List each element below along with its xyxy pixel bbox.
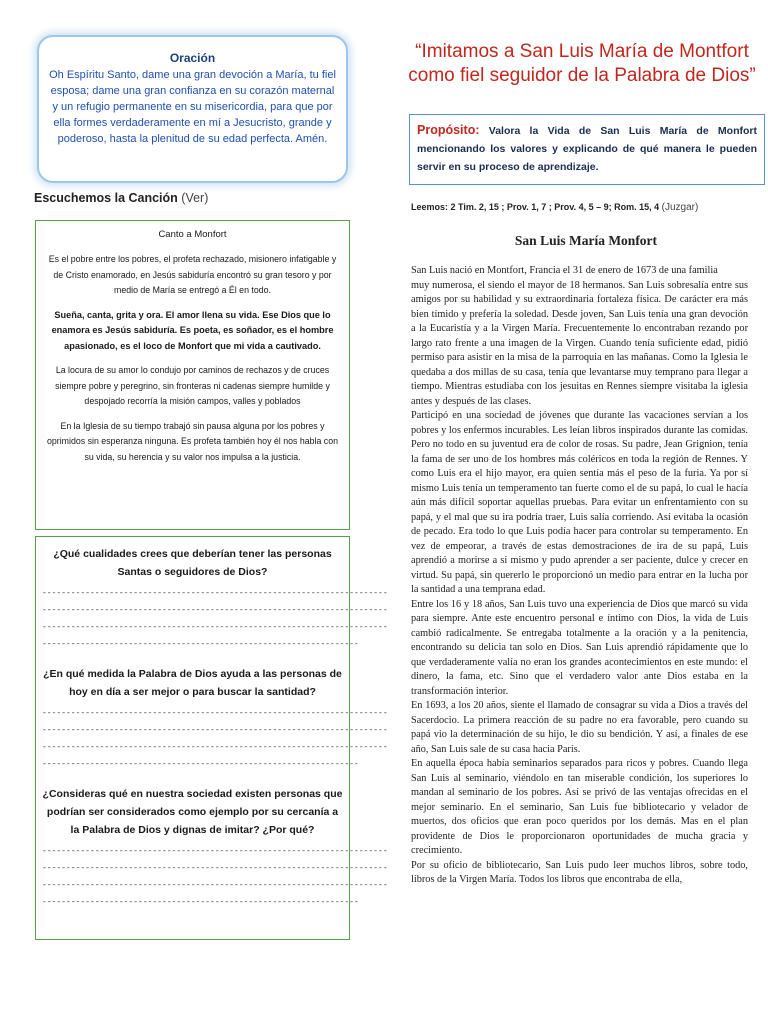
answer-line: ------------------------------------------------------------------------ bbox=[42, 623, 388, 632]
prayer-box bbox=[37, 35, 348, 183]
readings-text: Leemos: 2 Tim. 2, 15 ; Prov. 1, 7 ; Prov. 4, 5 – 9; Rom. 15, 4 bbox=[411, 202, 660, 212]
article-paragraph: En 1693, a los 20 años, siente el llamado de consagrar su vida a Dios a través del Sacerdocio. La primera reacción de su padre no era favorable, pero cuando su papá vio la determinación de su hijo, le dio su bendición. Y así, a finales de ese año, San Luis sale de su casa hacia París. bbox=[411, 700, 748, 755]
answer-line: ------------------------------------------------------------------------ bbox=[42, 743, 388, 752]
answer-line: ------------------------------------------------------------------ bbox=[42, 898, 359, 907]
page-title: “Imitamos a San Luis María de Montfort como fiel seguidor de la Palabra de Dios” bbox=[408, 41, 756, 86]
answer-lines-3[interactable] bbox=[42, 843, 388, 911]
song-box bbox=[35, 220, 350, 530]
song-verse: Es el pobre entre los pobres, el profeta rechazado, misionero infatigable y de Cristo enamorado, en Jesús sabiduría encontró su gran tesoro y por medio de María se entregó a Él en todo. bbox=[48, 254, 337, 295]
question-2: ¿En qué medida la Palabra de Dios ayuda a las personas de hoy en día a ser mejor o para buscar la santidad? bbox=[43, 668, 342, 698]
answer-lines-2[interactable] bbox=[42, 705, 388, 773]
song-chorus: Sueña, canta, grita y ora. El amor llena su vida. Ese Dios que lo enamora es Jesús sabiduría. Es poeta, es soñador, es el hombre apasionado, es el loco de Monfort que mi vida a cautivado. bbox=[51, 309, 334, 351]
article-paragraph: Participó en una sociedad de jóvenes que durante las vacaciones servían a los pobres y los enfermos incurables. Les leían libros inspirados durante las comidas. Pero no todo en su juventud era de color de rosas. Su padre, Jean Grignion, tenía la fama de ser uno de los hombres más coléricos en toda la región de Rennes. Y como Luis era el hijo mayor, era quien sentía más el peso de la furia. Ya por sí mismo Luis tenía un temperamento tan fuerte como el de su papá, lo cual le hacía aún más difícil soportar aquellas pruebas. Para evitar un enfrentamiento con su papá, y el mal que su ira podría traer, Luis salía corriendo. Así evitaba la ocasión de pecado. Era todo lo que Luis podía hacer para controlar su temperamento. En vez de empeorar, a través de estas demostraciones de ira de su papá, Luis aprendió a morirse a sí mismo y pudo aprender a ser paciente, dulce y crecer en virtud. Su papá, sin quererlo le proporcionó un medio para entrar en la lucha por la santidad a una temprana edad. bbox=[411, 410, 748, 595]
article-title: San Luis María Monfort bbox=[514, 233, 658, 248]
answer-line: ------------------------------------------------------------------------ bbox=[42, 726, 388, 735]
purpose-box bbox=[409, 114, 765, 185]
readings-sub: (Juzgar) bbox=[661, 202, 699, 213]
answer-line: ------------------------------------------------------------------------ bbox=[42, 589, 388, 598]
purpose-text: Valora la Vida de San Luis María de Monfort mencionando los valores y explicando de qué manera le pueden servir en su proceso de aprendizaje. bbox=[417, 125, 757, 173]
song-verse: La locura de su amor lo condujo por caminos de rechazos y de cruces siempre pobre y peregrino, sin fronteras ni cadenas siempre humilde y despojado recorría la misión campos, valles y poblados bbox=[55, 365, 330, 406]
answer-line: ------------------------------------------------------------------ bbox=[42, 760, 359, 769]
article-paragraph: muy numerosa, el siendo el mayor de 18 hermanos. San Luis sobresalía entre sus amigos por su habilidad y su extraordinaria fortaleza física. De carácter era más bien tímido y prefería la soledad. Desde joven, San Luis tenía una gran devoción a la Eucaristía y a la Virgen María. Frecuentemente lo encontraban rezando por largo rato frente a una imagen de la Virgen. Cuando tenía suficiente edad, pidió permiso para asistir en la misa de la parroquia en las mañanas. Como la Iglesia le quedaba a dos millas de su casa, tenía que levantarse muy temprano para llegar a tiempo. Mientras estudiaba con los jesuitas en Rennes siempre visitaba la iglesia antes y después de las clases. bbox=[411, 279, 748, 407]
answer-line: ------------------------------------------------------------------ bbox=[42, 640, 359, 649]
answer-line: ------------------------------------------------------------------------ bbox=[42, 606, 388, 615]
questions-box bbox=[35, 536, 388, 940]
question-3: ¿Consideras qué en nuestra sociedad existen personas que podrían ser considerados como ejemplo por su cercanía a la Palabra de Dios y dignas de imitar? ¿Por qué? bbox=[42, 788, 343, 836]
article-paragraph: Entre los 16 y 18 años, San Luis tuvo una experiencia de Dios que marcó su vida para siempre. Ante este encuentro personal e íntimo con Dios, la vida de Luis cambió radicalmente. Se entregaba totalmente a la oración y a la penitencia, encontrando su delicia tan solo en Dios. San Luis aprendió rápidamente que lo que verdaderamente valía no eran los grandes acontecimientos en este mundo: el dinero, la fama, etc. Sino que el verdadero valor ante Dios estaba en la transformación interior. bbox=[411, 598, 748, 697]
answer-line: ------------------------------------------------------------------------ bbox=[42, 709, 388, 718]
article-body bbox=[411, 264, 748, 888]
song-title: Canto a Monfort bbox=[158, 229, 227, 240]
question-1: ¿Qué cualidades crees que deberían tener las personas Santas o seguidores de Dios? bbox=[53, 548, 332, 578]
prayer-text: Oh Espíritu Santo, dame una gran devoción a María, tu fiel esposa; dame una gran confianza en su corazón maternal y un refugio permanente en su misericordia, para que por ella formes verdaderamente en mí a Jesucristo, grande y poderoso, hasta la plenitud de su edad perfecta. Amén. bbox=[49, 69, 336, 145]
purpose-label: Propósito: bbox=[417, 123, 480, 137]
article-paragraph: Por su oficio de bibliotecario, San Luis pudo leer muchos libros, sobre todo, libros de la Virgen María. Todos los libros que encontraba de ella, bbox=[411, 859, 748, 885]
article-paragraph: En aquella época había seminarios separados para ricos y pobres. Cuando llega San Luis al seminario, viéndolo en tan miserable condición, los superiores lo mandan al seminario de los pobres. Así se privó de las ventajas ofrecidas en el mejor seminario. En el seminario, San Luis fue bibliotecario y velador de muertos, dos oficios que eran poco queridos por los demás. Mas en el plan providente de Dios le proporcionaron oportunidades de mucha gracia y crecimiento. bbox=[411, 758, 748, 856]
readings bbox=[411, 202, 698, 213]
listen-sub: (Ver) bbox=[181, 191, 209, 205]
answer-lines-1[interactable] bbox=[42, 585, 388, 653]
answer-line: ------------------------------------------------------------------------ bbox=[42, 881, 388, 890]
prayer-title: Oración bbox=[169, 51, 216, 65]
article-paragraph: San Luis nació en Montfort, Francia el 31 de enero de 1673 de una familia bbox=[411, 265, 718, 276]
answer-line: ------------------------------------------------------------------------ bbox=[42, 847, 388, 856]
song-verse: En la Iglesia de su tiempo trabajó sin pausa alguna por los pobres y oprimidos sin esperanza ninguna. Es profeta también hoy él nos habla con su vida, su herencia y su valor nos impulsa a la justicia. bbox=[47, 420, 338, 462]
listen-heading bbox=[34, 191, 208, 205]
answer-line: ------------------------------------------------------------------------ bbox=[42, 864, 388, 873]
listen-label: Escuchemos la Canción bbox=[34, 191, 178, 205]
